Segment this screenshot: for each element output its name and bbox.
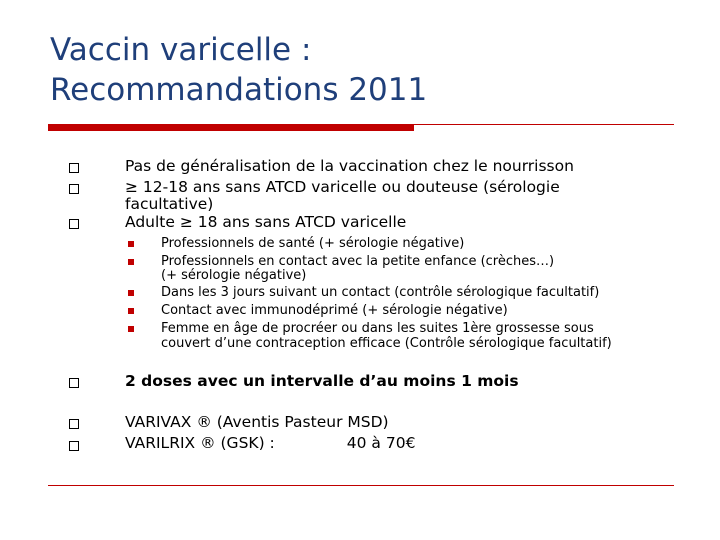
filled-square-bullet-icon <box>128 259 134 265</box>
hollow-square-bullet-icon <box>69 184 79 194</box>
bullet-adulte: Adulte ≥ 18 ans sans ATCD varicelle <box>125 213 407 231</box>
title-divider-accent <box>48 124 414 131</box>
hollow-square-bullet-icon <box>69 219 79 229</box>
sub-bullet-femme: Femme en âge de procréer ou dans les suites 1ère grossesse sous <box>161 321 594 336</box>
slide-title <box>50 30 670 110</box>
hollow-square-bullet-icon <box>69 419 79 429</box>
sub-bullet-3-jours: Dans les 3 jours suivant un contact (contrôle sérologique facultatif) <box>161 285 600 300</box>
hollow-square-bullet-icon <box>69 441 79 451</box>
sub-bullet-pro-sante: Professionnels de santé (+ sérologie négative) <box>161 236 465 251</box>
filled-square-bullet-icon <box>128 290 134 296</box>
bullet-no-generalisation: Pas de généralisation de la vaccination chez le nourrisson <box>125 157 574 175</box>
filled-square-bullet-icon <box>128 308 134 314</box>
hollow-square-bullet-icon <box>69 163 79 173</box>
sub-bullet-immunodeprime: Contact avec immunodéprimé (+ sérologie négative) <box>161 303 508 318</box>
sub-bullet-petite-enfance-cont: (+ sérologie négative) <box>161 268 307 283</box>
filled-square-bullet-icon <box>128 326 134 332</box>
filled-square-bullet-icon <box>128 241 134 247</box>
bullet-2-doses: 2 doses avec un intervalle d’au moins 1 mois <box>125 372 519 390</box>
sub-bullet-femme-cont: couvert d’une contraception efficace (Contrôle sérologique facultatif) <box>161 336 612 351</box>
varilrix-label: VARILRIX ® (GSK) : <box>125 434 275 452</box>
bullet-varilrix <box>125 435 415 452</box>
bullet-12-18-ans: ≥ 12-18 ans sans ATCD varicelle ou douteuse (sérologie <box>125 178 560 196</box>
title-line-1: Vaccin varicelle : <box>50 32 312 68</box>
bullet-12-18-ans-cont: facultative) <box>125 195 214 213</box>
hollow-square-bullet-icon <box>69 378 79 388</box>
title-line-2: Recommandations 2011 <box>50 72 428 108</box>
varilrix-price: 40 à 70€ <box>346 434 416 452</box>
sub-bullet-petite-enfance: Professionnels en contact avec la petite enfance (crèches…) <box>161 254 555 269</box>
bullet-varivax: VARIVAX ® (Aventis Pasteur MSD) <box>125 413 389 431</box>
bottom-divider-line <box>48 485 674 486</box>
